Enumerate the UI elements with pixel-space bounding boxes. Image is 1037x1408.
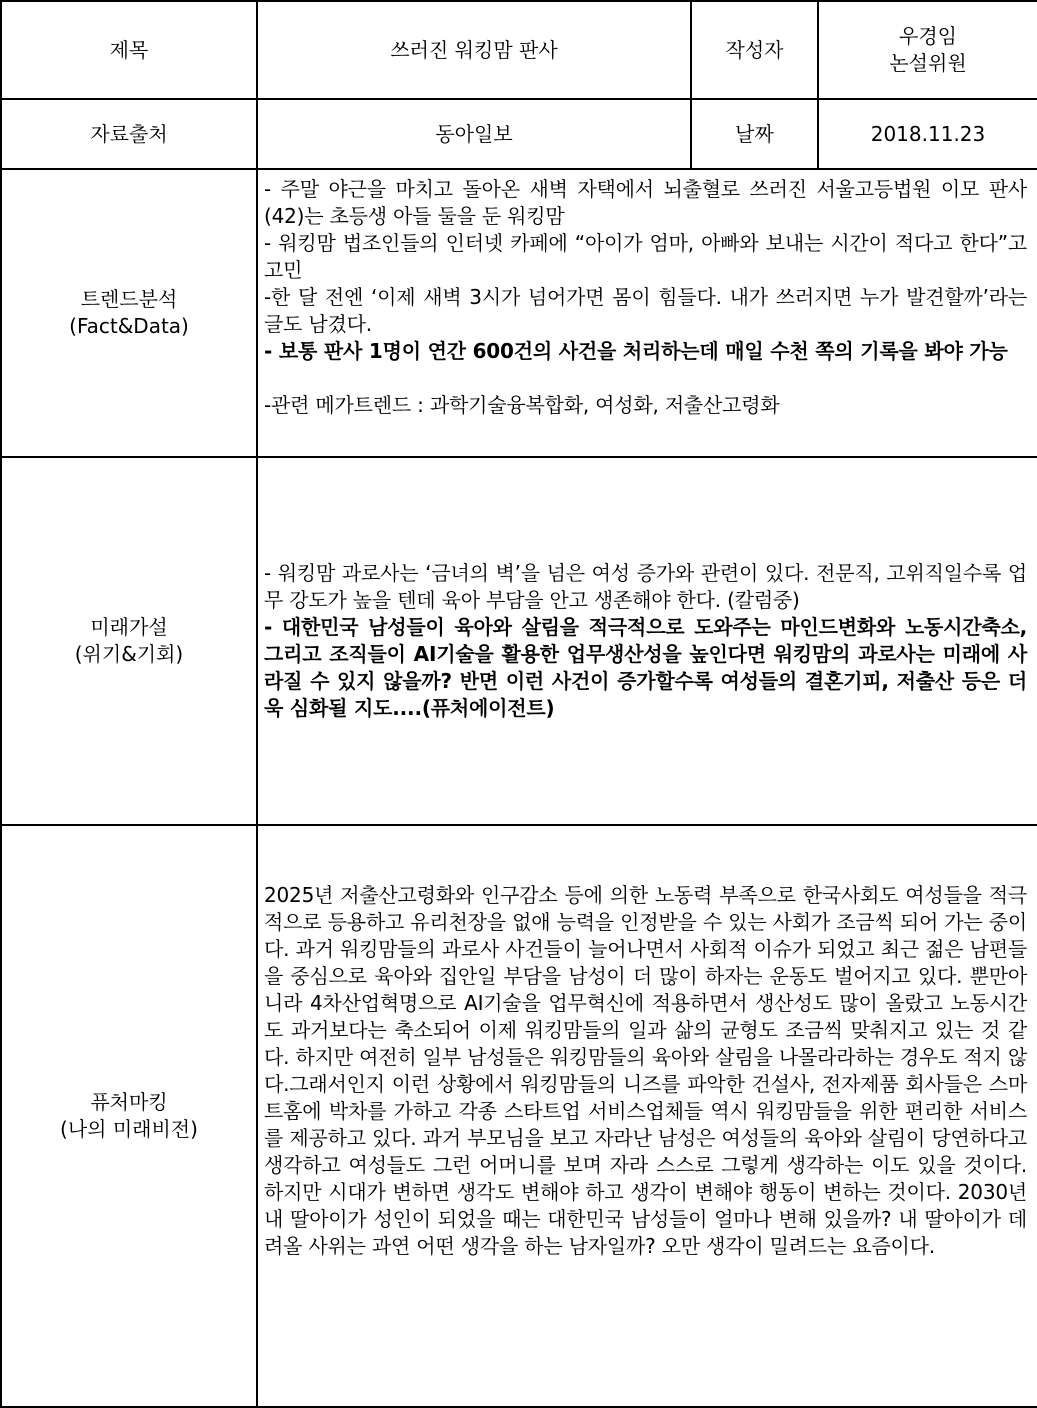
hypothesis-content — [257, 457, 1037, 825]
author-position: 논설위원 — [889, 51, 967, 75]
author-label: 작성자 — [691, 1, 818, 99]
trend-label-subtitle: (Fact&Data) — [69, 314, 189, 338]
source-label: 자료출처 — [1, 99, 257, 169]
hypothesis-label-subtitle: (위기&기회) — [74, 642, 184, 666]
trend-paragraph: -한 달 전엔 ‘이제 새벽 3시가 넘어가면 몸이 힘들다. 내가 쓰러지면 누가 발견할까’라는 글도 남겼다. — [264, 285, 1027, 336]
hypothesis-key-paragraph: - 대한민국 남성들이 육아와 살림을 적극적으로 도와주는 마인드변화와 노동시간축소, 그리고 조직들이 AI기술을 활용한 업무생산성을 높인다면 워킹맘의 과로사는 미래에 사라질 수 있지 않을까? 반면 이런 사건이 증가할수록 여성들의 결혼기피, 저출산 등은 더욱 심화될 지도....(퓨처에이전트) — [264, 615, 1027, 720]
trend-content — [257, 169, 1037, 457]
marking-label-title: 퓨처마킹 — [90, 1090, 168, 1114]
marking-label-subtitle: (나의 미래비전) — [60, 1117, 198, 1141]
author-value — [818, 1, 1037, 99]
hypothesis-row — [1, 457, 1037, 825]
trend-key-fact: - 보통 판사 1명이 연간 600건의 사건을 처리하는데 매일 수천 쪽의 기록을 봐야 가능 — [264, 339, 1008, 363]
marking-content — [257, 825, 1037, 1407]
trend-paragraph: - 워킹맘 법조인들의 인터넷 카페에 “아이가 엄마, 아빠와 보내는 시간이 적다고 한다”고 고민 — [264, 231, 1027, 282]
hypothesis-label-title: 미래가설 — [90, 615, 168, 639]
spacer — [264, 365, 1027, 392]
marking-paragraph: 2025년 저출산고령화와 인구감소 등에 의한 노동력 부족으로 한국사회도 여성들을 적극적으로 등용하고 유리천장을 없애 능력을 인정받을 수 있는 사회가 조금씩 되어 가는 중이다. 과거 워킹맘들의 과로사 사건들이 늘어나면서 사회적 이슈가 되었고 최근 젊은 남편들을 중심으로 육아와 집안일 부담을 남성이 더 많이 하자는 운동도 벌어지고 있다. 뿐만아니라 4차산업혁명으로 AI기술을 업무혁신에 적용하면서 생산성도 많이 올랐고 노동시간도 과거보다는 축소되어 이제 워킹맘들의 일과 삶의 균형도 조금씩 맞춰지고 있는 것 같다. 하지만 여전히 일부 남성들은 워킹맘들의 육아와 살림을 나몰라라하는 경우도 적지 않다.그래서인지 이런 상황에서 워킹맘들의 니즈를 파악한 건설사, 전자제품 회사들은 스마트홈에 박차를 가하고 각종 스타트업 서비스업체들 역시 워킹맘들을 위한 편리한 서비스를 제공하고 있다. 과거 부모님을 보고 자라난 남성은 여성들의 육아와 살림이 당연하다고 생각하고 여성들도 그런 어머니를 보며 자라 스스로 그렇게 생각하는 이도 있을 것이다. 하지만 시대가 변하면 생각도 변해야 하고 생각이 변해야 행동이 변하는 것이다. 2030년 내 딸아이가 성인이 되었을 때는 대한민국 남성들이 얼마나 변해 있을까? 내 딸아이가 데려올 사위는 과연 어떤 생각을 하는 남자일까? 오만 생각이 밀려드는 요즘이다. — [264, 883, 1027, 1258]
source-row — [1, 99, 1037, 169]
megatrend-line: -관련 메가트렌드 : 과학기술융복합화, 여성화, 저출산고령화 — [264, 393, 780, 417]
title-row — [1, 1, 1037, 99]
trend-row — [1, 169, 1037, 457]
author-name: 우경임 — [899, 24, 957, 48]
marking-label — [1, 825, 257, 1407]
trend-label-title: 트렌드분석 — [80, 287, 178, 311]
date-value: 2018.11.23 — [818, 99, 1037, 169]
trend-label — [1, 169, 257, 457]
trend-paragraph: - 주말 야근을 마치고 돌아온 새벽 자택에서 뇌출혈로 쓰러진 서울고등법원 이모 판사(42)는 초등생 아들 둘을 둔 워킹맘 — [264, 177, 1027, 228]
title-label: 제목 — [1, 1, 257, 99]
source-value: 동아일보 — [257, 99, 691, 169]
hypothesis-paragraph: - 워킹맘 과로사는 ‘금녀의 벽’을 넘은 여성 증가와 관련이 있다. 전문직, 고위직일수록 업무 강도가 높을 텐데 육아 부담을 안고 생존해야 한다. (칼럼중) — [264, 561, 1027, 612]
date-label: 날짜 — [691, 99, 818, 169]
marking-row — [1, 825, 1037, 1407]
hypothesis-label — [1, 457, 257, 825]
title-value: 쓰러진 워킹맘 판사 — [257, 1, 691, 99]
